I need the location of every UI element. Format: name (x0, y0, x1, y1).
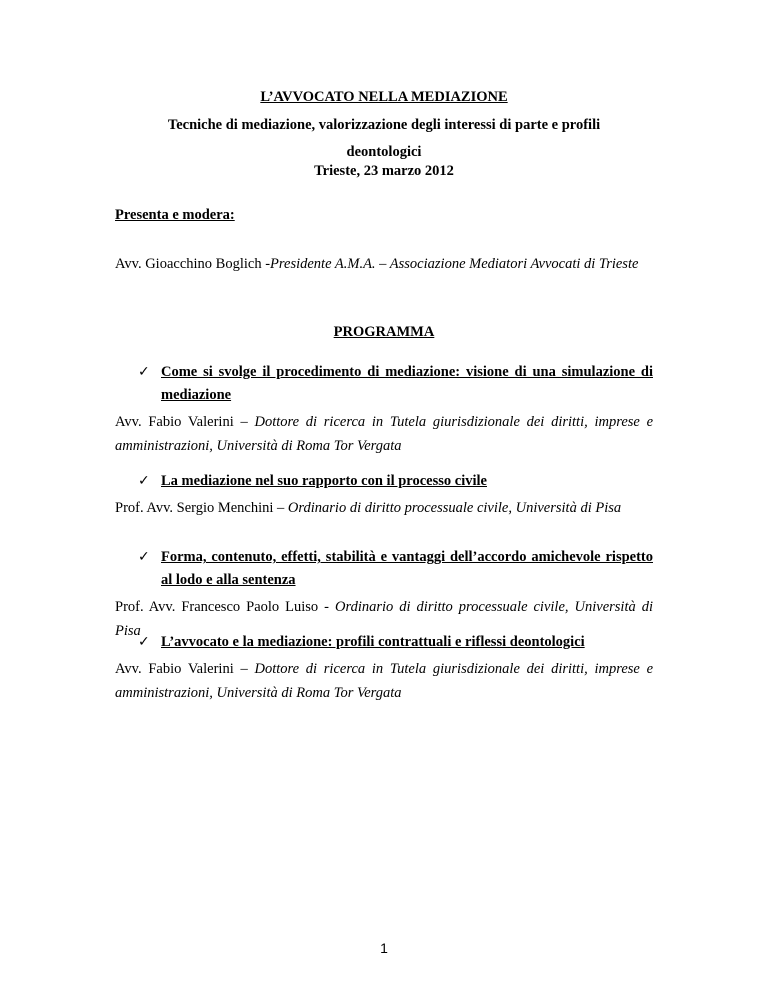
speaker-role: Dottore di ricerca in Tutela giurisdizionale dei diritti, imprese e amministrazioni, Università di Roma Tor Vergata (115, 414, 654, 454)
document-title: L’AVVOCATO NELLA MEDIAZIONE (260, 89, 508, 105)
checkmark-icon: ✓ (138, 473, 150, 489)
program-item-title (115, 631, 653, 654)
checkmark-icon: ✓ (138, 634, 150, 650)
programma-heading: PROGRAMMA (333, 324, 435, 340)
program-item-title (115, 470, 653, 493)
speaker-name: Avv. Fabio Valerini – (115, 661, 248, 677)
program-item-title-text: L’avvocato e la mediazione: profili contrattuali e riflessi deontologici (161, 634, 585, 650)
speaker-name: Prof. Avv. Sergio Menchini – (115, 500, 288, 516)
program-item-speaker (115, 657, 653, 705)
program-item-title-text: La mediazione nel suo rapporto con il processo civile (161, 473, 487, 489)
program-item-title-text: Come si svolge il procedimento di mediazione: visione di una simulazione di mediazione (161, 364, 653, 403)
subtitle-line-2: deontologici (346, 144, 422, 160)
program-item (115, 546, 653, 643)
presenter-role: Presidente A.M.A. – Associazione Mediatori Avvocati di Trieste (270, 256, 639, 272)
presenter-label: Presenta e modera: (115, 207, 235, 223)
program-item-title (115, 546, 653, 592)
program-item-speaker (115, 496, 653, 520)
program-item-title (115, 361, 653, 407)
program-item-title-text: Forma, contenuto, effetti, stabilità e vantaggi dell’accordo amichevole rispetto al lodo e alla sentenza (161, 549, 653, 588)
presenter-line (115, 256, 653, 273)
document-subtitle (0, 112, 768, 166)
speaker-role: Ordinario di diritto processuale civile, Università di Pisa (287, 500, 622, 516)
presenter-name: Avv. Gioacchino Boglich - (115, 256, 271, 272)
speaker-role: Ordinario di diritto processuale civile, Università di Pisa (115, 599, 653, 639)
program-item (115, 631, 653, 705)
checkmark-icon: ✓ (138, 364, 150, 380)
event-date: Trieste, 23 marzo 2012 (314, 163, 454, 179)
speaker-name: Prof. Avv. Francesco Paolo Luiso - (115, 599, 335, 615)
page-number: 1 (380, 940, 388, 956)
subtitle-line-1: Tecniche di mediazione, valorizzazione degli interessi di parte e profili (167, 117, 601, 133)
checkmark-icon: ✓ (138, 549, 150, 565)
program-item (115, 361, 653, 458)
program-item-speaker (115, 410, 653, 458)
speaker-name: Avv. Fabio Valerini – (115, 414, 248, 430)
program-item (115, 470, 653, 520)
speaker-role: Dottore di ricerca in Tutela giurisdizionale dei diritti, imprese e amministrazioni, Università di Roma Tor Vergata (115, 661, 654, 701)
